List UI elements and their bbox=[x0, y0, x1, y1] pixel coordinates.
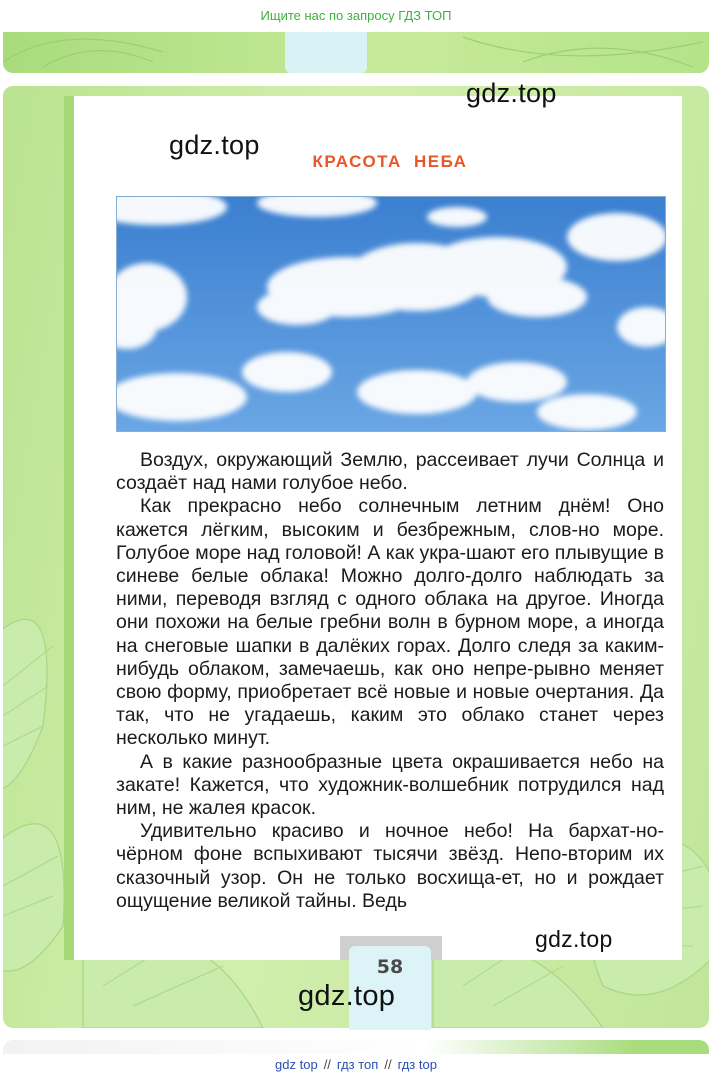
top-banner[interactable]: Ищите нас по запросу ГДЗ ТОП bbox=[260, 8, 452, 23]
previous-page-edge bbox=[3, 32, 709, 73]
bottom-link[interactable]: гдз top bbox=[397, 1057, 437, 1072]
page-title: КРАСОТА НЕБА bbox=[312, 152, 468, 171]
separator: // bbox=[323, 1057, 331, 1072]
next-page-edge bbox=[3, 1040, 709, 1054]
previous-page-tab bbox=[285, 32, 367, 73]
bottom-links bbox=[0, 1054, 712, 1076]
sky-with-clouds-image bbox=[116, 196, 666, 432]
clouds-icon bbox=[117, 197, 665, 431]
body-text bbox=[116, 449, 664, 913]
bottom-link[interactable]: gdz top bbox=[275, 1057, 318, 1072]
page-margin-stripe bbox=[64, 96, 74, 960]
watermark: gdz.top bbox=[169, 130, 260, 160]
separator: // bbox=[384, 1057, 392, 1072]
paragraph: Удивительно красиво и ночное небо! На бархат-но-чёрном фоне вспыхивают тысячи звёзд. Непо-вторим их сказочный узор. Он не только восхища-ет, но и рождает ощущение великой тайны. Ведь bbox=[116, 820, 664, 912]
paragraph: Как прекрасно небо солнечным летним днём! Оно кажется лёгким, высоким и безбрежным, слов-но море. Голубое море над головой! А как укра-шают его плывущие в синеве белые облака! Можно долго-долго наблюдать за ними, переводя взгляд с одного облака на другое. Иногда они похожи на белые гребни волн в бурном море, а иногда на снеговые шапки в далёких горах. Долго следя за каким-нибудь облаком, замечаешь, как оно непре-рывно меняет свою форму, приобретает всё новые и новые очертания. Да так, что не угадаешь, каким это облако станет через несколько минут. bbox=[116, 495, 664, 750]
paragraph: Воздух, окружающий Землю, рассеивает лучи Солнца и создаёт над нами голубое небо. bbox=[116, 449, 664, 495]
watermark: gdz.top bbox=[535, 926, 613, 952]
bottom-link[interactable]: гдз топ bbox=[336, 1057, 379, 1072]
watermark: gdz.top bbox=[298, 980, 396, 1012]
watermark: gdz.top bbox=[466, 78, 557, 108]
paragraph: А в какие разнообразные цвета окрашивается небо на закате! Кажется, что художник-волшебник потрудился над ним, не жалея красок. bbox=[116, 750, 664, 820]
page-number: 58 bbox=[376, 956, 404, 978]
